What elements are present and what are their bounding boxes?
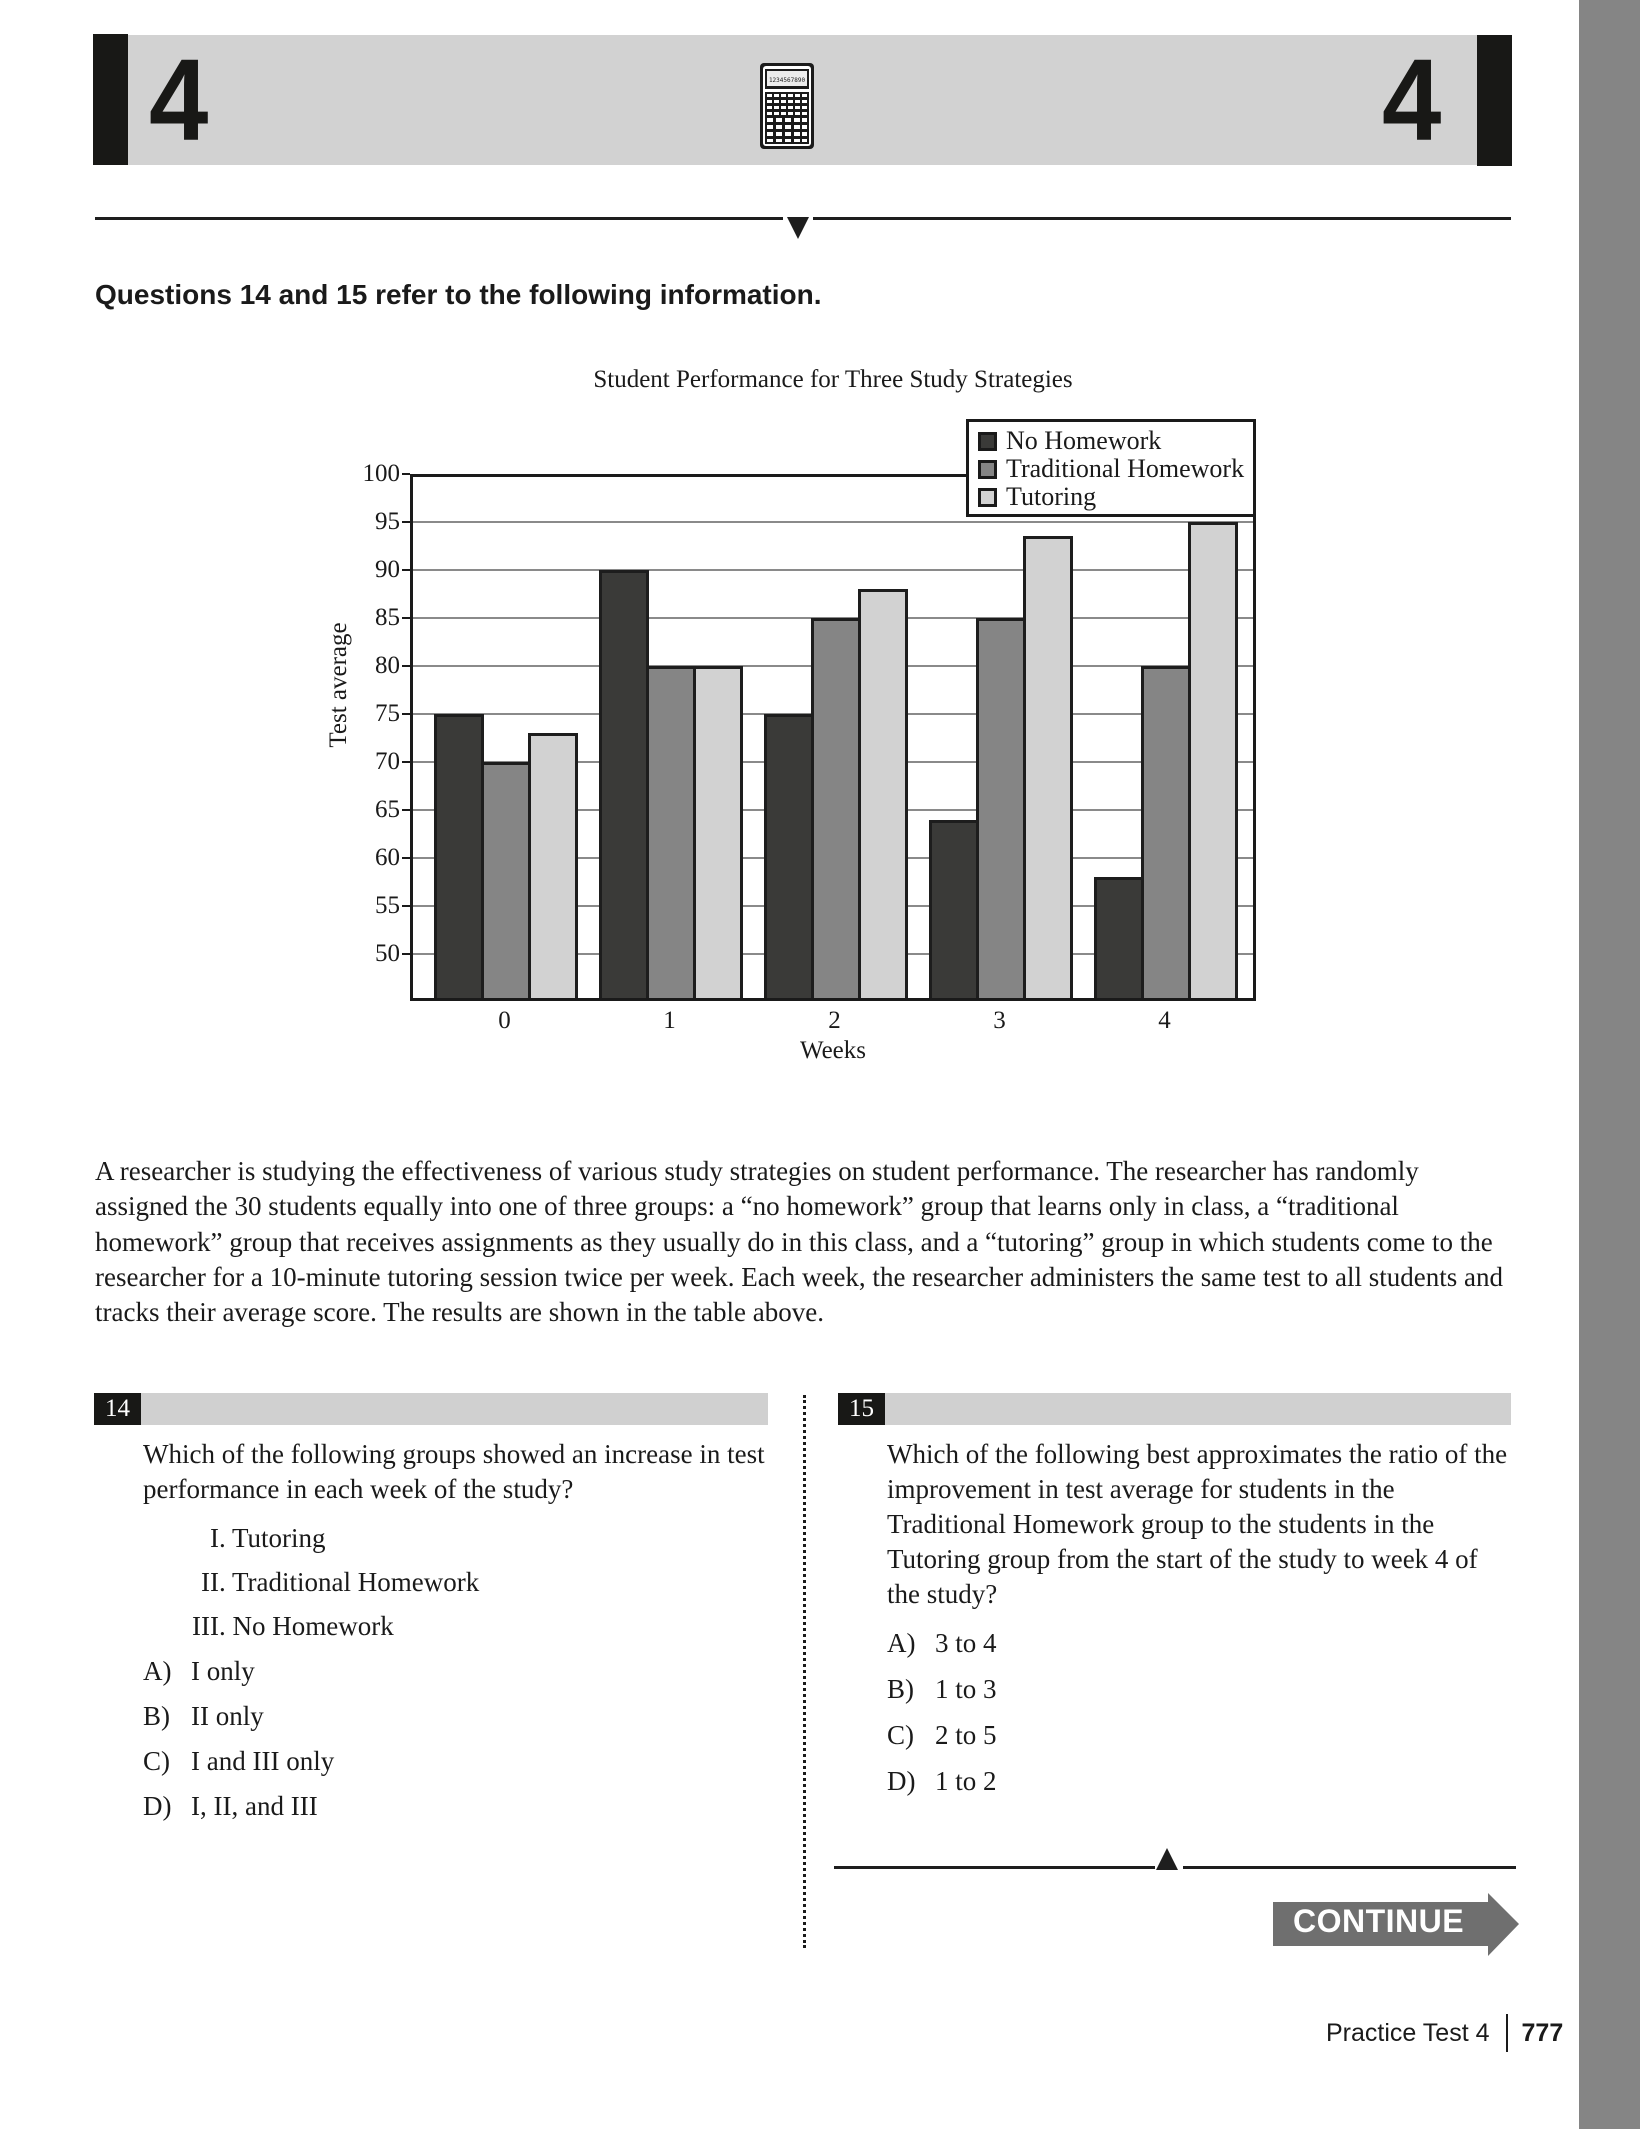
bar-traditional-homework-week-4: [1141, 666, 1191, 1001]
footer-separator: [1506, 2014, 1508, 2052]
top-divider-left: [95, 217, 783, 220]
legend-item-tutoring: Tutoring: [978, 483, 1096, 511]
column-divider: [803, 1395, 806, 1948]
answer-choice-b[interactable]: B) 1 to 3: [887, 1674, 997, 1704]
section-number-right: 4: [1382, 35, 1442, 165]
gridline: [410, 569, 1256, 571]
y-tick-label: 60: [375, 844, 400, 871]
question-14-text: Which of the following groups showed an increase in test performance in each week of the study?: [143, 1439, 765, 1504]
page-edge-strip: [1579, 0, 1640, 2129]
x-tick-label: 2: [828, 1007, 841, 1034]
y-tick-label: 50: [375, 940, 400, 967]
bar-no-homework-week-4: [1094, 877, 1144, 1001]
bar-tutoring-week-0: [528, 733, 578, 1001]
bar-no-homework-week-2: [764, 714, 814, 1001]
y-tick: [402, 473, 410, 475]
roman-option: II. Traditional Homework: [201, 1567, 480, 1597]
y-tick-label: 65: [375, 796, 400, 823]
legend-item-traditional-homework: Traditional Homework: [978, 455, 1244, 483]
y-tick: [402, 617, 410, 619]
bar-tutoring-week-4: [1188, 522, 1238, 1001]
answer-choice-d[interactable]: D) I, II, and III: [143, 1791, 318, 1821]
y-tick-label: 100: [362, 460, 400, 487]
y-tick-label: 55: [375, 892, 400, 919]
y-tick: [402, 953, 410, 955]
x-tick-label: 3: [993, 1007, 1006, 1034]
y-tick: [402, 761, 410, 763]
y-tick: [402, 569, 410, 571]
bar-no-homework-week-3: [929, 820, 979, 1001]
bar-tutoring-week-3: [1023, 536, 1073, 1001]
y-tick-label: 70: [375, 748, 400, 775]
question-14-bar: [94, 1393, 768, 1425]
svg-text:1234567890: 1234567890: [768, 77, 806, 84]
chart-title: Student Performance for Three Study Strategies: [593, 366, 1073, 393]
x-tick-label: 1: [663, 1007, 676, 1034]
down-triangle-icon: [787, 217, 809, 239]
y-tick: [402, 905, 410, 907]
questions-intro-heading: Questions 14 and 15 refer to the following information.: [95, 279, 822, 310]
question-number: 15: [838, 1393, 885, 1425]
top-divider-right: [813, 217, 1511, 220]
y-tick-label: 80: [375, 652, 400, 679]
y-tick-label: 90: [375, 556, 400, 583]
y-axis-title: Test average: [325, 622, 352, 748]
header-left-bar: [93, 34, 128, 165]
roman-option: III. No Homework: [192, 1611, 394, 1641]
bar-traditional-homework-week-3: [976, 618, 1026, 1001]
roman-option: I. Tutoring: [210, 1523, 326, 1553]
question-15-text: Which of the following best approximates the ratio of the improvement in test average for students in the Traditional Homework group to the students in the Tutoring group from the start of the study to week 4 of the study?: [887, 1439, 1508, 1609]
y-tick: [402, 665, 410, 667]
x-tick-label: 0: [498, 1007, 511, 1034]
bar-traditional-homework-week-0: [481, 762, 531, 1001]
up-triangle-icon: [1156, 1848, 1178, 1870]
y-tick: [402, 713, 410, 715]
legend-swatch: [978, 488, 997, 507]
bar-tutoring-week-2: [858, 589, 908, 1001]
bar-no-homework-week-0: [434, 714, 484, 1001]
y-tick-label: 75: [375, 700, 400, 727]
legend-item-no-homework: No Homework: [978, 427, 1161, 455]
bar-traditional-homework-week-1: [646, 666, 696, 1001]
answer-choice-a[interactable]: A) I only: [143, 1656, 255, 1686]
answer-choice-b[interactable]: B) II only: [143, 1701, 264, 1731]
gridline: [410, 521, 1256, 523]
y-tick: [402, 809, 410, 811]
answer-choice-a[interactable]: A) 3 to 4: [887, 1628, 997, 1658]
footer-label: Practice Test 4: [1326, 2018, 1490, 2047]
calculator-icon: [758, 62, 816, 150]
page-number: 777: [1521, 2018, 1564, 2047]
y-tick-label: 95: [375, 508, 400, 535]
passage-text: A researcher is studying the effectiveness of various study strategies on student performance. The researcher has randomly assigned the 30 students equally into one of three groups: a “no homework” group that learns only in class, a “traditional homework” group that receives assignments as they usually do in this class, and a “tutoring” group in which students come to the researcher for a 10-minute tutoring session twice per week. Each week, the researcher administers the same test to all students and tracks their average score. The results are shown in the table above.: [95, 1156, 1503, 1328]
y-tick-label: 85: [375, 604, 400, 631]
y-tick: [402, 521, 410, 523]
answer-choice-c[interactable]: C) 2 to 5: [887, 1720, 997, 1750]
page-footer: [1326, 2014, 1563, 2052]
x-axis-title: Weeks: [799, 1037, 866, 1064]
answer-choice-c[interactable]: C) I and III only: [143, 1746, 335, 1776]
header-right-bar: [1477, 35, 1512, 166]
legend-swatch: [978, 432, 997, 451]
continue-button[interactable]: CONTINUE: [1273, 1893, 1519, 1956]
answer-choice-d[interactable]: D) 1 to 2: [887, 1766, 997, 1796]
bar-traditional-homework-week-2: [811, 618, 861, 1001]
section-number-left: 4: [149, 35, 209, 165]
x-tick-label: 4: [1158, 1007, 1171, 1034]
bar-tutoring-week-1: [693, 666, 743, 1001]
chart-legend: [966, 419, 1256, 517]
bottom-divider-right: [1183, 1866, 1516, 1869]
legend-swatch: [978, 460, 997, 479]
y-tick: [402, 857, 410, 859]
bar-no-homework-week-1: [599, 570, 649, 1001]
question-number: 14: [94, 1393, 141, 1425]
bottom-divider-left: [834, 1866, 1155, 1869]
question-15-bar: [838, 1393, 1511, 1425]
